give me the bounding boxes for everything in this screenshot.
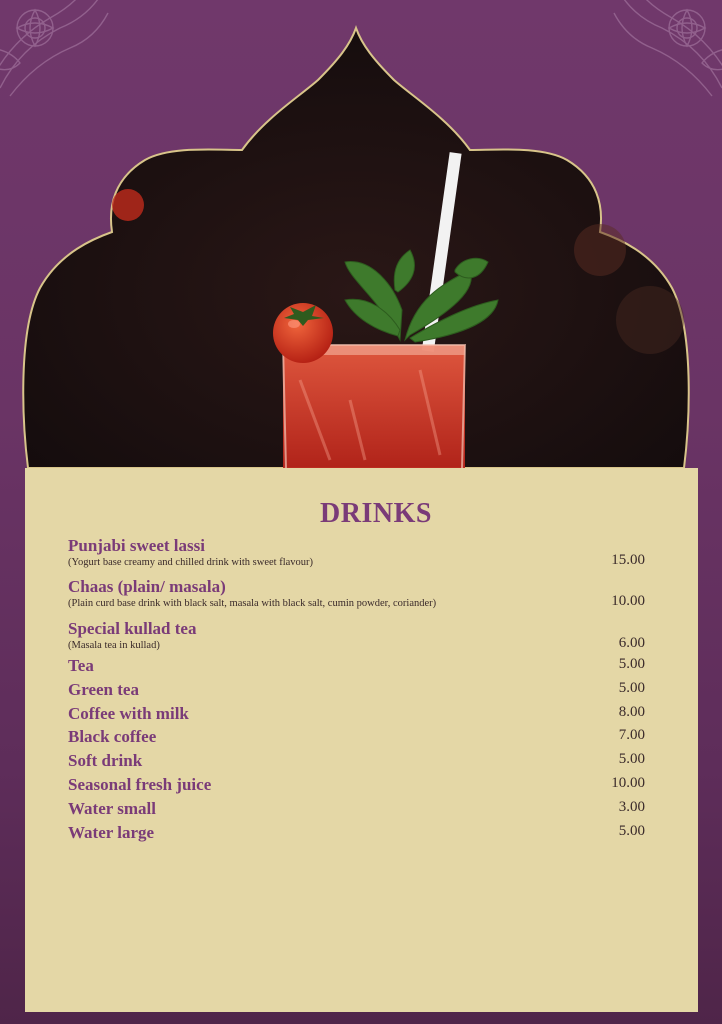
item-name: Seasonal fresh juice xyxy=(68,775,212,794)
item-description: (Plain curd base drink with black salt, masala with black salt, cumin powder, coriander) xyxy=(68,598,437,609)
item-name: Soft drink xyxy=(68,751,143,770)
menu-item xyxy=(68,775,648,795)
menu-item xyxy=(68,823,648,843)
item-price: 15.00 xyxy=(611,552,645,568)
menu-title: DRINKS xyxy=(320,498,432,529)
drink-photo-arch xyxy=(0,0,722,480)
menu-item xyxy=(68,704,648,724)
item-price: 5.00 xyxy=(618,751,645,767)
item-name: Black coffee xyxy=(68,727,157,746)
item-price: 8.00 xyxy=(618,704,645,720)
item-name: Special kullad tea xyxy=(68,619,197,638)
item-description: (Yogurt base creamy and chilled drink with sweet flavour) xyxy=(68,557,314,568)
item-name: Chaas (plain/ masala) xyxy=(68,577,226,596)
item-price: 6.00 xyxy=(618,635,645,651)
item-price: 10.00 xyxy=(611,593,645,609)
item-description: (Masala tea in kullad) xyxy=(68,640,160,651)
menu-item xyxy=(68,680,648,700)
item-name: Coffee with milk xyxy=(68,704,189,723)
menu-item xyxy=(68,656,648,676)
item-price: 3.00 xyxy=(618,799,645,815)
menu-item xyxy=(68,727,648,747)
menu-item xyxy=(68,536,648,570)
item-price: 5.00 xyxy=(618,680,645,696)
item-name: Punjabi sweet lassi xyxy=(68,536,205,555)
item-name: Green tea xyxy=(68,680,139,699)
menu-item xyxy=(68,751,648,771)
item-price: 5.00 xyxy=(618,823,645,839)
item-name: Water small xyxy=(68,799,156,818)
item-name: Tea xyxy=(68,656,94,675)
menu-item xyxy=(68,577,648,611)
menu-item xyxy=(68,619,648,653)
item-price: 10.00 xyxy=(611,775,645,791)
item-price: 5.00 xyxy=(618,656,645,672)
menu-item xyxy=(68,799,648,819)
item-name: Water large xyxy=(68,823,155,842)
item-price: 7.00 xyxy=(618,727,645,743)
